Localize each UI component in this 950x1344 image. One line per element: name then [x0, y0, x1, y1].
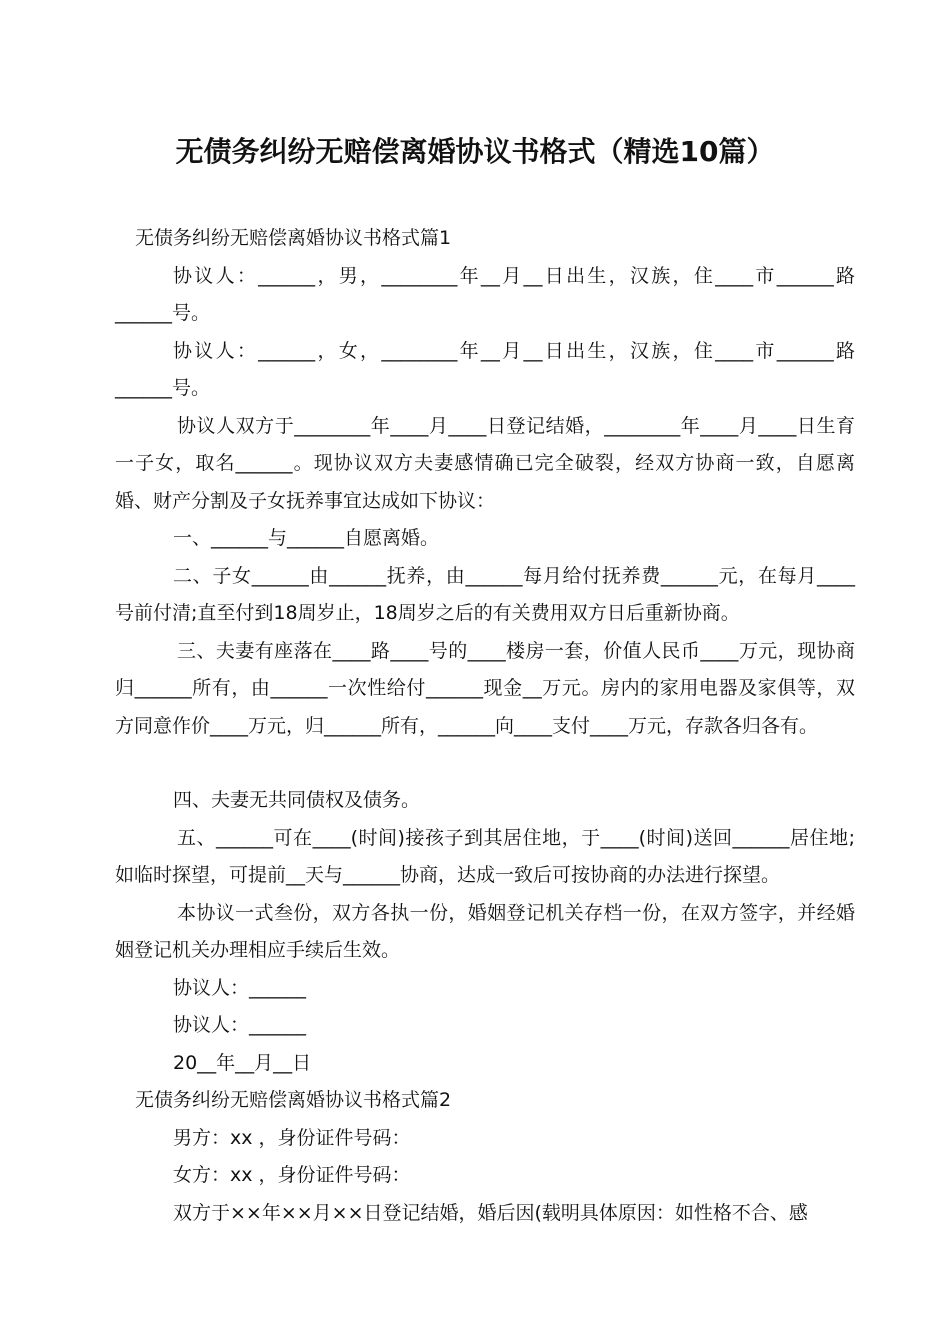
female-party-line: 女方：xx ，身份证件号码： — [173, 1164, 411, 1186]
marriage-paragraph: 协议人双方于________年____月____日登记结婚，________年____月____日生育一子女，取名______。现协议双方夫妻感情确已完全破裂，经双方协商一致，自愿离婚、财产分割及子女抚养事宜达成如下协议： — [115, 414, 855, 512]
party-line-female: 协议人：______，女，________年__月__日出生，汉族，住____市______路______号。 — [115, 339, 855, 399]
signature-line-1: 协议人：______ — [173, 976, 307, 999]
document-body — [115, 220, 855, 1232]
party-line-male: 协议人：______，男，________年__月__日出生，汉族，住____市______路______号。 — [115, 264, 855, 324]
clause-2: 二、子女______由______抚养，由______每月给付抚养费______元，在每月____号前付清;直至付到18周岁止，18周岁之后的有关费用双方日后重新协商。 — [115, 564, 855, 624]
male-party-line: 男方：xx ，身份证件号码： — [173, 1126, 411, 1149]
marriage-reason-line: 双方于××年××月××日登记结婚，婚后因(载明具体原因：如性格不合、感 — [173, 1201, 808, 1224]
document-title: 无债务纠纷无赔偿离婚协议书格式（精选10篇） — [175, 135, 775, 168]
effect-clause: 本协议一式叁份，双方各执一份，婚姻登记机关存档一份，在双方签字，并经婚姻登记机关办理相应手续后生效。 — [115, 901, 855, 961]
clause-4: 四、夫妻无共同债权及债务。 — [173, 789, 421, 811]
section-heading-1: 无债务纠纷无赔偿离婚协议书格式篇1 — [135, 227, 452, 249]
date-line: 20__年__月__日 — [173, 1051, 312, 1074]
clause-3: 三、夫妻有座落在____路____号的____楼房一套，价值人民币____万元，现协商归______所有，由______一次性给付______现金__万元。房内的家用电器及家俱等，双方同意作价____万元，归______所有，______向____支付____万元，存款各归各有。 — [115, 639, 855, 737]
clause-5: 五、______可在____(时间)接孩子到其居住地，于____(时间)送回______居住地;如临时探望，可提前__天与______协商，达成一致后可按协商的办法进行探望。 — [115, 826, 855, 886]
signature-line-2: 协议人：______ — [173, 1014, 307, 1036]
section-heading-2: 无债务纠纷无赔偿离婚协议书格式篇2 — [135, 1089, 452, 1111]
clause-1: 一、______与______自愿离婚。 — [173, 527, 440, 549]
